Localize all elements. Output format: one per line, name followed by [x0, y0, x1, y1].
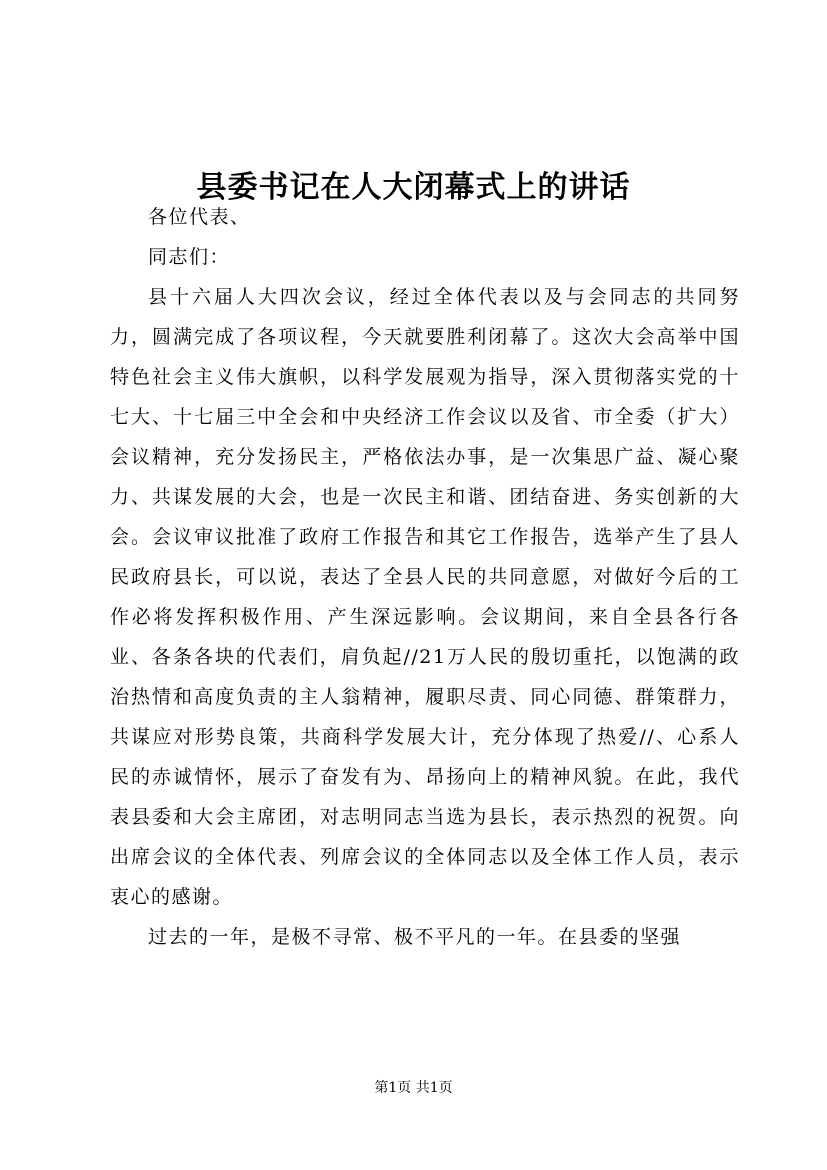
salutation-line-2: 同志们： — [148, 246, 231, 268]
salutation-line-1: 各位代表、 — [148, 206, 251, 228]
page-footer: 第1页 共1页 — [374, 1080, 453, 1096]
document-title: 县委书记在人大闭幕式上的讲话 — [196, 170, 631, 206]
body-paragraph-1: 县十六届人大四次会议，经过全体代表以及与会同志的共同努力，圆满完成了各项议程，今天就要胜利闭幕了。这次大会高举中国特色社会主义伟大旗帜，以科学发展观为指导，深入贯彻落实党的十七大、十七届三中全会和中央经济工作会议以及省、市全委（扩大）会议精神，充分发扬民主，严格依法办事，是一次集思广益、凝心聚力、共谋发展的大会，也是一次民主和谐、团结奋进、务实创新的大会。会议审议批准了政府工作报告和其它工作报告，选举产生了县人民政府县长，可以说，表达了全县人民的共同意愿，对做好今后的工作必将发挥积极作用、产生深远影响。会议期间，来自全县各行各业、各条各块的代表们，肩负起//21万人民的殷切重托，以饱满的政治热情和高度负责的主人翁精神，履职尽责、同心同德、群策群力，共谋应对形势良策，共商科学发展大计，充分体现了热爱//、心系人民的赤诚情怀，展示了奋发有为、昂扬向上的精神风貌。在此，我代表县委和大会主席团，对志明同志当选为县长，表示热烈的祝贺。向出席会议的全体代表、列席会议的全体同志以及全体工作人员，表示衷心的感谢。 — [110, 286, 740, 908]
document-body — [110, 197, 740, 957]
body-paragraph-2: 过去的一年，是极不寻常、极不平凡的一年。在县委的坚强 — [148, 926, 682, 948]
